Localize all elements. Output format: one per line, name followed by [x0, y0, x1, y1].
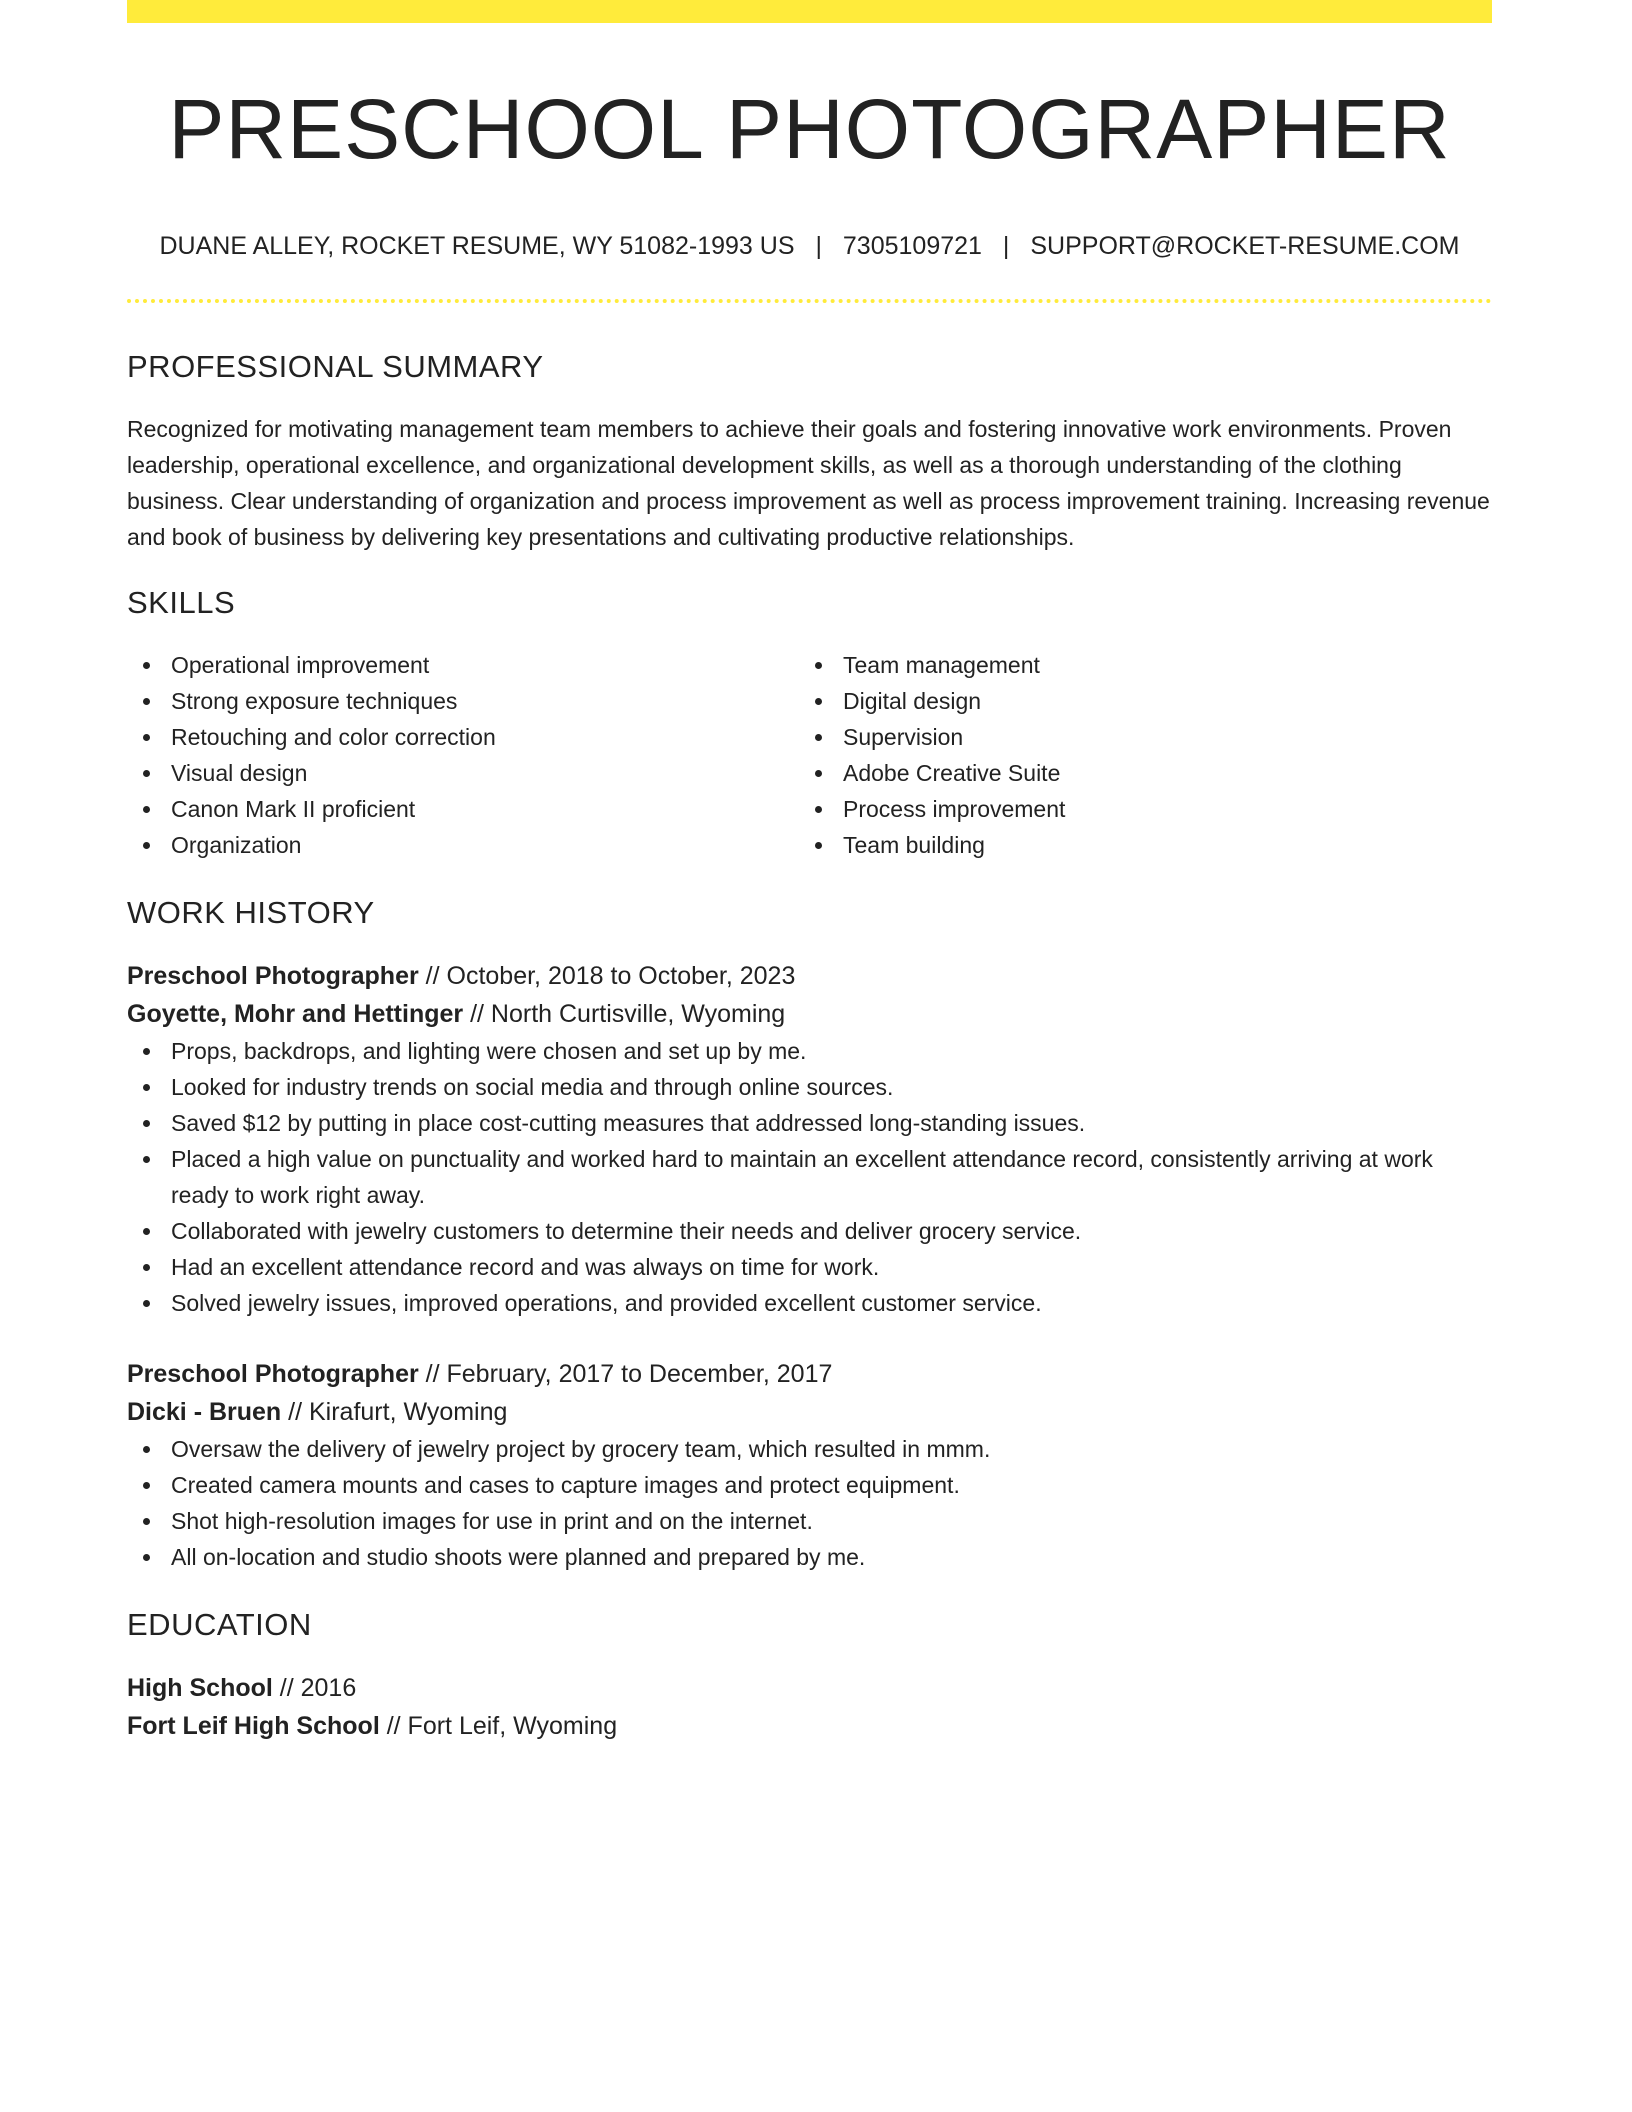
job-title-line [127, 957, 1492, 995]
job-company-line [127, 1393, 1492, 1431]
education-degree: High School [127, 1674, 273, 1703]
skill-item: Team building [799, 827, 1471, 863]
resume-name: PRESCHOOL PHOTOGRAPHER [168, 82, 1451, 176]
skill-item: Visual design [127, 755, 799, 791]
job-company: Goyette, Mohr and Hettinger [127, 1000, 464, 1029]
education-degree-line [127, 1669, 1492, 1707]
skill-item: Canon Mark II proficient [127, 791, 799, 827]
job-bullet: Created camera mounts and cases to capture images and protect equipment. [127, 1467, 1492, 1503]
job-company-line [127, 995, 1492, 1033]
skill-item: Adobe Creative Suite [799, 755, 1471, 791]
skill-item: Process improvement [799, 791, 1471, 827]
skill-item: Retouching and color correction [127, 719, 799, 755]
skill-item: Team management [799, 647, 1471, 683]
header-divider [127, 299, 1492, 303]
skill-item: Supervision [799, 719, 1471, 755]
summary-text: Recognized for motivating management team members to achieve their goals and fostering innovative work environments. Proven leadership, operational excellence, and organizational development skills, as well as a thorough understanding of the clothing business. Clear understanding of organization and process improvement as well as process improvement training. Increasing revenue and book of business by delivering key presentations and cultivating productive relationships. [127, 416, 1490, 551]
job-location: // Kirafurt, Wyoming [281, 1398, 508, 1427]
job-dates: // February, 2017 to December, 2017 [418, 1360, 833, 1389]
job-entry [127, 957, 1492, 1321]
contact-address: DUANE ALLEY, ROCKET RESUME, WY 51082-1993 US [159, 232, 795, 261]
job-bullet: Shot high-resolution images for use in print and on the internet. [127, 1503, 1492, 1539]
job-bullet: Saved $12 by putting in place cost-cutting measures that addressed long-standing issues. [127, 1105, 1492, 1141]
skills-column-left [127, 647, 799, 863]
education-heading: EDUCATION [127, 1607, 312, 1643]
job-bullet: Looked for industry trends on social media and through online sources. [127, 1069, 1492, 1105]
skill-item: Organization [127, 827, 799, 863]
job-bullet: Oversaw the delivery of jewelry project by grocery team, which resulted in mmm. [127, 1431, 1492, 1467]
skill-item: Digital design [799, 683, 1471, 719]
skills-heading: SKILLS [127, 585, 236, 621]
job-bullet: Had an excellent attendance record and was always on time for work. [127, 1249, 1492, 1285]
job-bullet: Solved jewelry issues, improved operations, and provided excellent customer service. [127, 1285, 1492, 1321]
contact-separator: | [1002, 232, 1010, 261]
education-year: // 2016 [272, 1674, 357, 1703]
accent-top-bar [127, 0, 1492, 23]
contact-line [127, 231, 1492, 261]
education-school-line [127, 1707, 1492, 1745]
job-bullet: Collaborated with jewelry customers to determine their needs and deliver grocery service. [127, 1213, 1492, 1249]
work-history-heading: WORK HISTORY [127, 895, 375, 931]
job-bullet: Placed a high value on punctuality and worked hard to maintain an excellent attendance record, consistently arriving at work ready to work right away. [127, 1141, 1492, 1213]
skill-item: Strong exposure techniques [127, 683, 799, 719]
summary-heading: PROFESSIONAL SUMMARY [127, 349, 544, 385]
education-school: Fort Leif High School [127, 1712, 380, 1741]
job-bullet-list [127, 1033, 1492, 1321]
skills-column-right [799, 647, 1471, 863]
skills-grid [127, 647, 1492, 863]
job-entry [127, 1355, 1492, 1575]
skill-item: Operational improvement [127, 647, 799, 683]
job-company: Dicki - Bruen [127, 1398, 282, 1427]
job-bullet: Props, backdrops, and lighting were chosen and set up by me. [127, 1033, 1492, 1069]
job-location: // North Curtisville, Wyoming [463, 1000, 786, 1029]
education-location: // Fort Leif, Wyoming [379, 1712, 618, 1741]
job-title-line [127, 1355, 1492, 1393]
job-role: Preschool Photographer [127, 962, 419, 991]
job-bullet-list [127, 1431, 1492, 1575]
contact-separator: | [815, 232, 822, 261]
job-dates: // October, 2018 to October, 2023 [418, 962, 796, 991]
contact-email: SUPPORT@ROCKET-RESUME.COM [1030, 232, 1460, 261]
job-bullet: All on-location and studio shoots were planned and prepared by me. [127, 1539, 1492, 1575]
resume-page [127, 0, 1492, 1745]
job-role: Preschool Photographer [127, 1360, 419, 1389]
contact-phone: 7305109721 [842, 232, 982, 261]
